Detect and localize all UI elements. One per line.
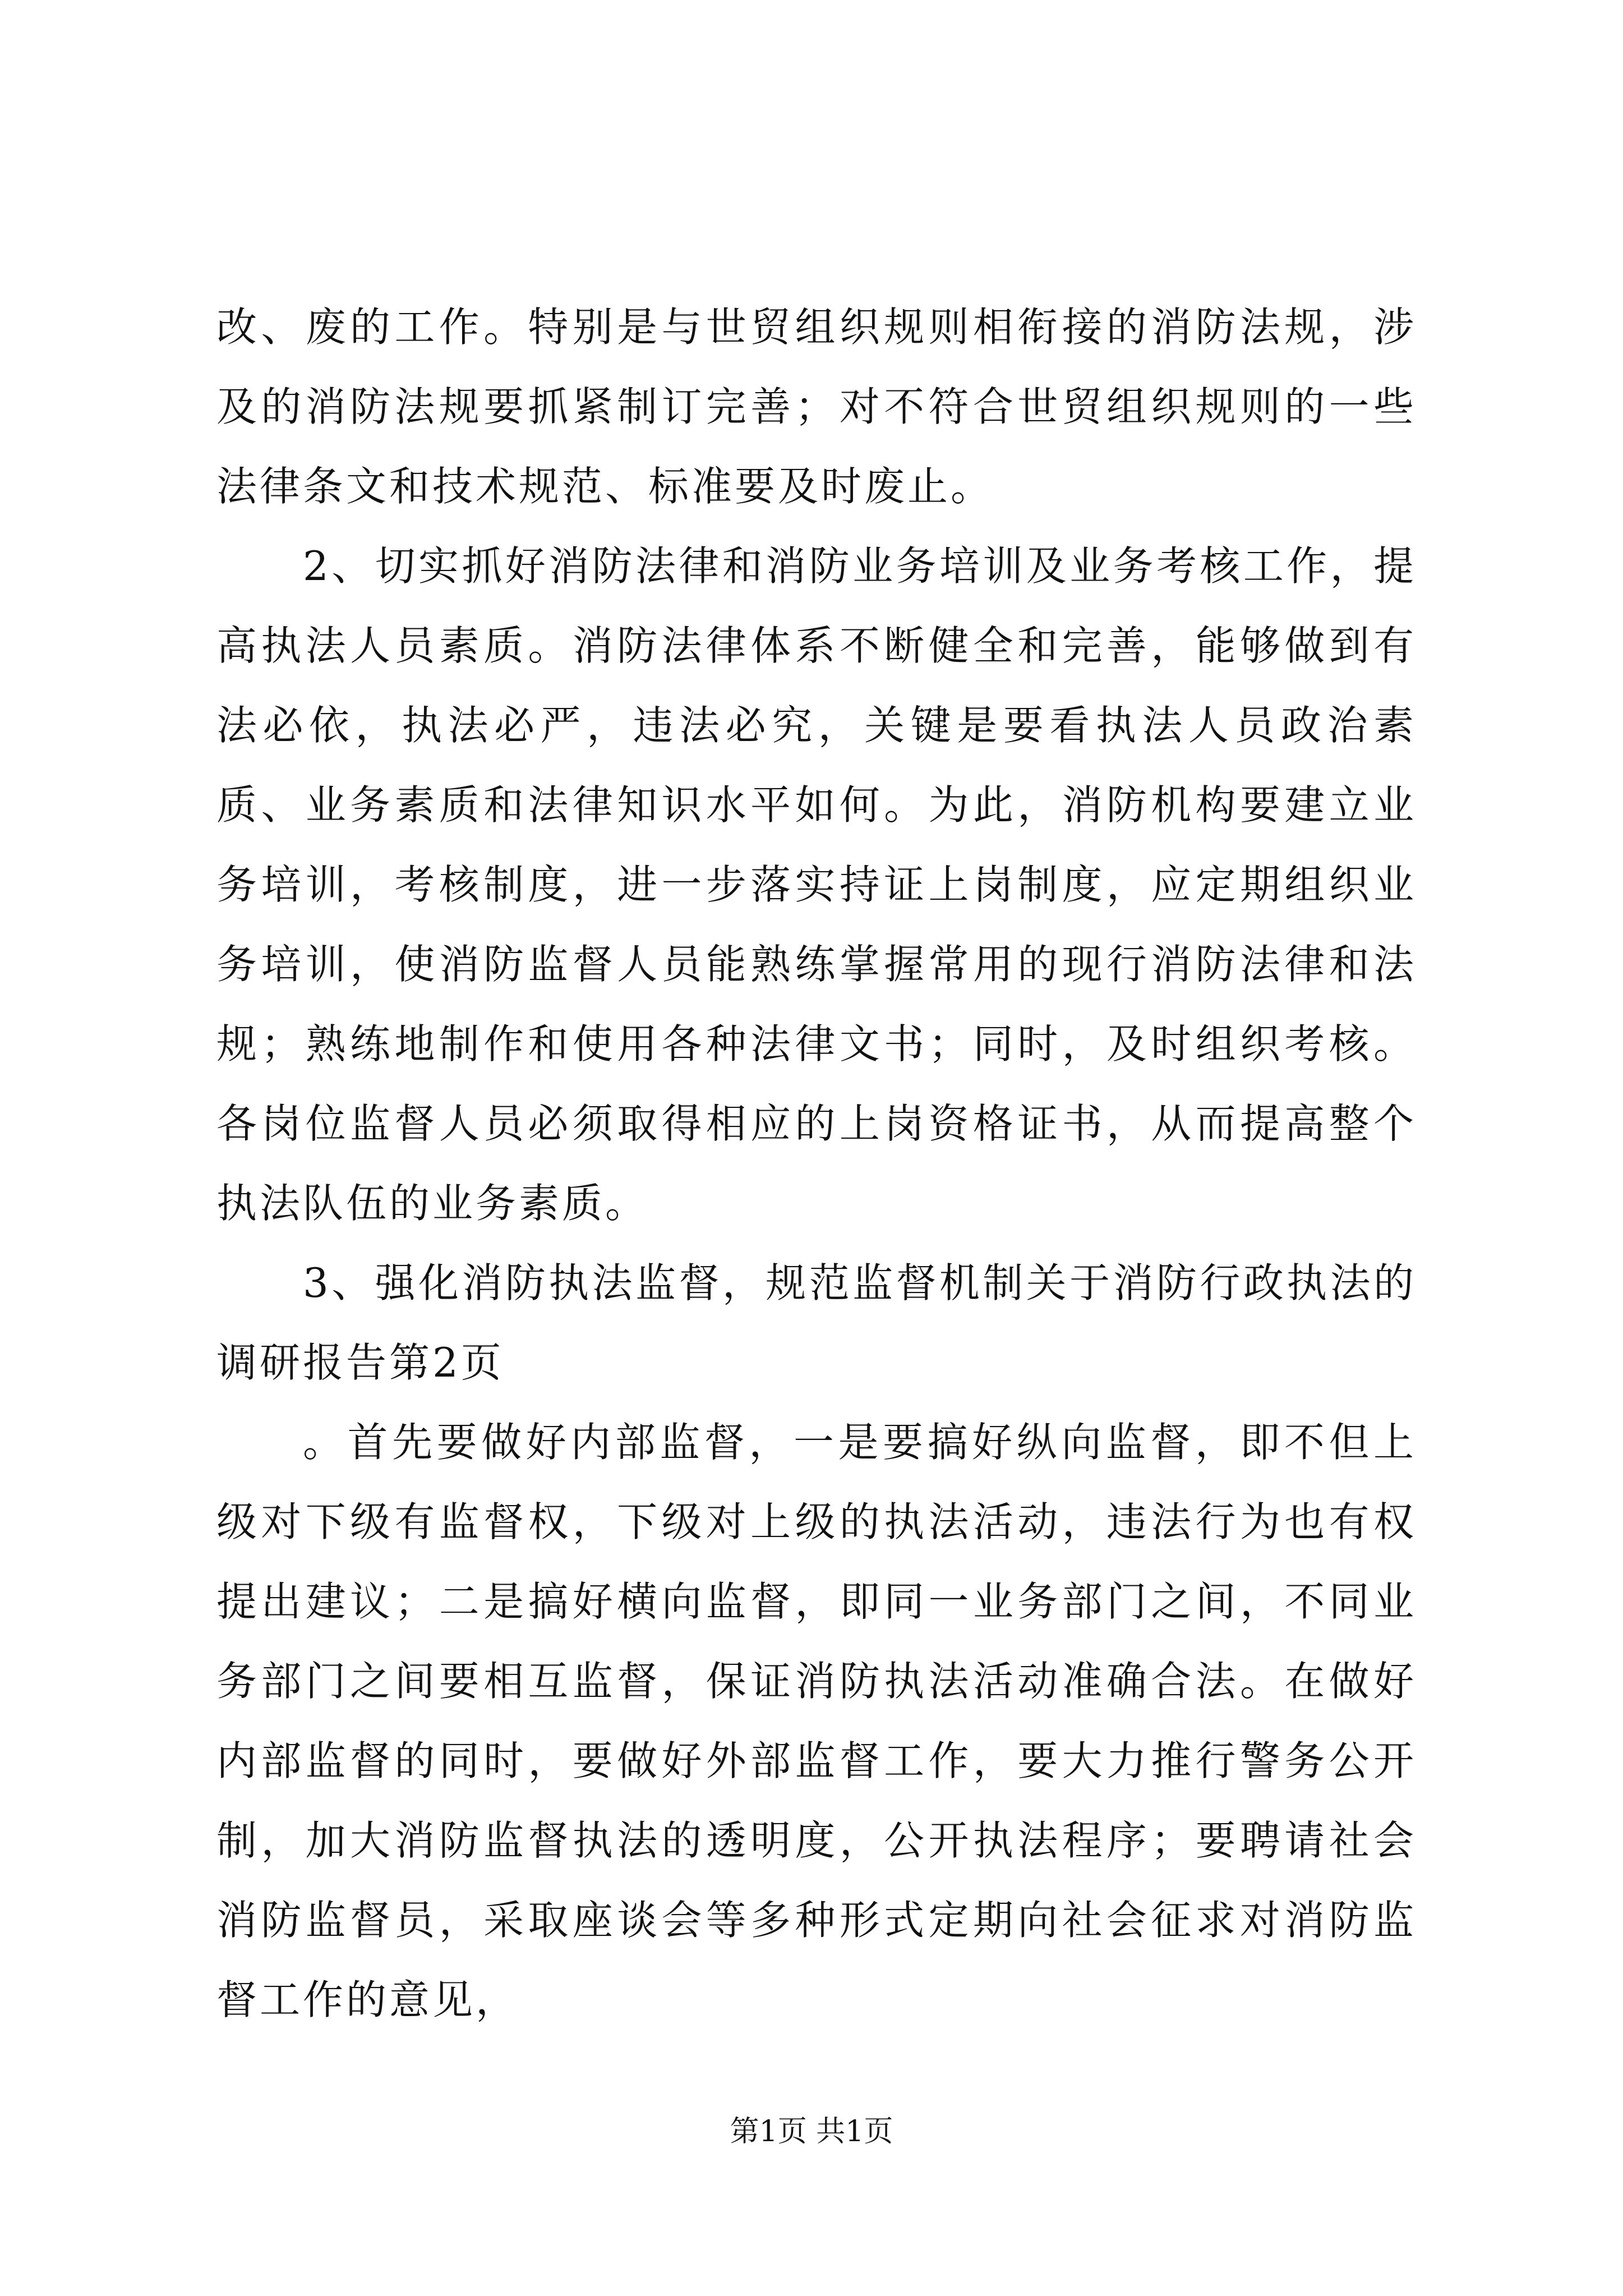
paragraph-item-2: 2、切实抓好消防法律和消防业务培训及业务考核工作，提高执法人员素质。消防法律体系不断健全和完善，能够做到有法必依，执法必严，违法必究，关键是要看执法人员政治素质、业务素质和法律知识水平如何。为此，消防机构要建立业务培训，考核制度，进一步落实持证上岗制度，应定期组织业务培训，使消防监督人员能熟练掌握常用的现行消防法律和法规；熟练地制作和使用各种法律文书；同时，及时组织考核。各岗位监督人员必须取得相应的上岗资格证书，从而提高整个执法队伍的业务素质。 [216,542,1417,1227]
paragraph-item-3-heading: 3、强化消防执法监督，规范监督机制关于消防行政执法的调研报告第2页 [216,1259,1417,1386]
document-body [216,287,1417,2040]
paragraph-continuation: 改、废的工作。特别是与世贸组织规则相衔接的消防法规，涉及的消防法规要抓紧制订完善；对不符合世贸组织规则的一些法律条文和技术规范、标准要及时废止。 [216,303,1417,510]
page-footer: 第1页 共1页 [730,2115,893,2148]
paragraph-item-3-body: 。首先要做好内部监督，一是要搞好纵向监督，即不但上级对下级有监督权，下级对上级的执法活动，违法行为也有权提出建议；二是搞好横向监督，即同一业务部门之间，不同业务部门之间要相互监督，保证消防执法活动准确合法。在做好内部监督的同时，要做好外部监督工作，要大力推行警务公开制，加大消防监督执法的透明度，公开执法程序；要聘请社会消防监督员，采取座谈会等多种形式定期向社会征求对消防监督工作的意见， [216,1419,1417,2023]
